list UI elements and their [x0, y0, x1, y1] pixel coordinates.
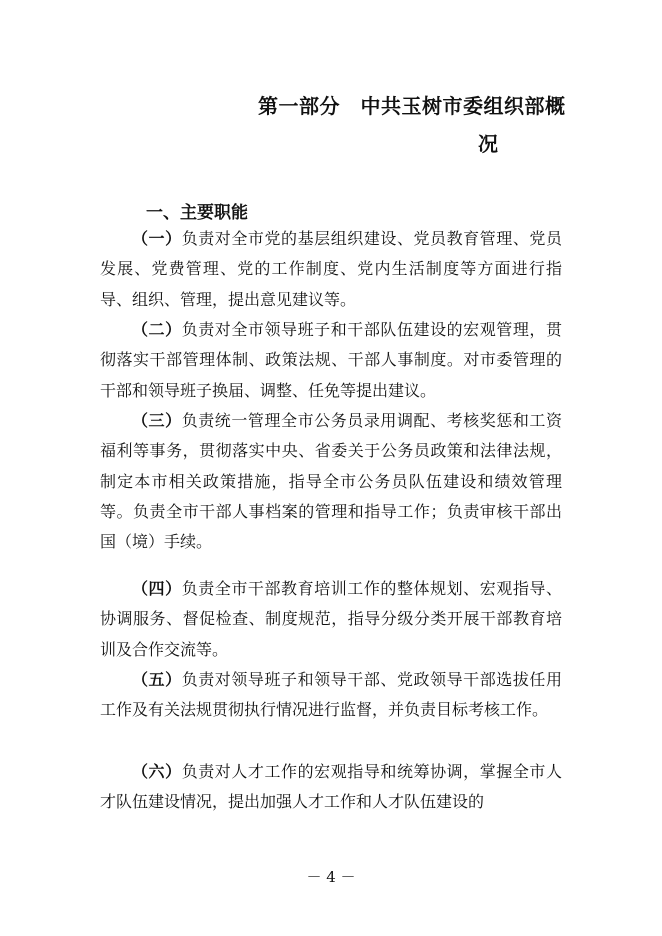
paragraph-6-label: （六）: [132, 762, 182, 781]
paragraph-1-text: 负责对全市党的基层组织建设、党员教育管理、党员发展、党费管理、党的工作制度、党内生活制度等方面进行指导、组织、管理，提出意见建议等。: [100, 229, 562, 309]
paragraph-2-text: 负责对全市领导班子和干部队伍建设的宏观管理，贯彻落实干部管理体制、政策法规、干部人事制度。对市委管理的干部和领导班子换届、调整、任免等提出建议。: [100, 320, 562, 400]
paragraph-2-label: （二）: [132, 320, 182, 339]
page-number: － 4 －: [306, 868, 356, 886]
paragraph-1-label: （一）: [132, 229, 182, 248]
paragraph-4: [100, 574, 562, 665]
paragraph-6-text: 负责对人才工作的宏观指导和统筹协调，掌握全市人才队伍建设情况，提出加强人才工作和人才队伍建设的: [100, 762, 562, 812]
paragraph-5-text: 负责对领导班子和领导干部、党政领导干部选拔任用工作及有关法规贯彻执行情况进行监督，并负责目标考核工作。: [100, 670, 562, 720]
paragraph-5: [100, 665, 562, 726]
paragraph-4-text: 负责全市干部教育培训工作的整体规划、宏观指导、协调服务、督促检查、制度规范，指导分级分类开展干部教育培训及合作交流等。: [100, 579, 562, 659]
paragraph-1: [100, 224, 562, 315]
paragraph-6: [100, 757, 562, 818]
page-title-line-1: 第一部分 中共玉树市委组织部概: [258, 94, 566, 118]
paragraph-3-label: （三）: [132, 411, 182, 430]
section-heading: 一、主要职能: [146, 203, 248, 223]
paragraph-4-label: （四）: [132, 579, 182, 598]
page-title-line-2: 况: [478, 132, 498, 156]
paragraph-3-text: 负责统一管理全市公务员录用调配、考核奖惩和工资福利等事务，贯彻落实中央、省委关于公务员政策和法律法规，制定本市相关政策措施，指导全市公务员队伍建设和绩效管理等。负责全市干部人事档案的管理和指导工作；负责审核干部出国（境）手续。: [100, 411, 562, 552]
paragraph-3: [100, 406, 562, 557]
paragraph-5-label: （五）: [132, 670, 182, 689]
paragraph-2: [100, 315, 562, 406]
